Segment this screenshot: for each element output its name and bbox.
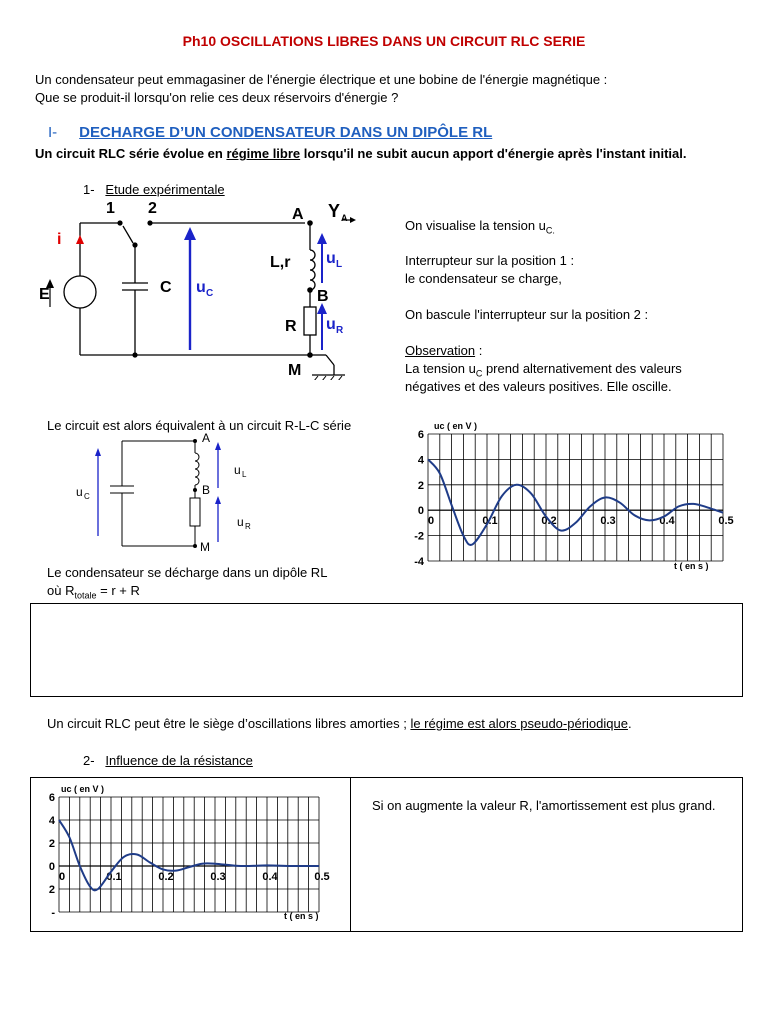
current-label: i (57, 231, 62, 248)
x-tick-label: 0.5 (314, 871, 330, 883)
capacitor-label: C (160, 279, 172, 296)
x-tick-label: 0.4 (262, 871, 278, 883)
y-tick-label: - (51, 907, 55, 919)
eq-uc-sub: C (84, 492, 90, 501)
observation-label: Observation (405, 343, 476, 358)
section-1-number: I- (48, 124, 58, 141)
definition-pre: Un circuit RLC série évolue en (35, 146, 227, 161)
x-tick-label: 0 (427, 515, 435, 528)
obs1-sub: C (475, 368, 483, 379)
observation-colon: : (475, 343, 483, 358)
discharge-line-1: Le condensateur se décharge dans un dipôle RL (47, 565, 328, 580)
node-a-label: A (292, 206, 304, 223)
observation-line-2: négatives et des valeurs positives. Elle oscille. (405, 379, 672, 394)
x-tick-label: 0.2 (158, 871, 174, 883)
x-tick-label: 0.2 (541, 515, 557, 528)
position2-text: On bascule l'interrupteur sur la position 2 : (405, 307, 649, 322)
y-tick-label: 2 (48, 884, 55, 896)
ul-arrow-icon (317, 233, 327, 244)
eq-node-m: M (200, 540, 210, 554)
y-tick-label: 4 (417, 454, 424, 467)
x-tick-label: 0.3 (210, 871, 226, 883)
section-1-title: DECHARGE D’UN CONDENSATEUR DANS UN DIPÔLE RL (79, 124, 493, 141)
x-tick-label: 0.1 (106, 871, 122, 883)
equivalent-circuit-diagram (60, 428, 290, 558)
experimental-circuit-diagram (30, 195, 360, 380)
x-tick-label: 0.3 (600, 515, 616, 528)
resistor-label: R (285, 318, 297, 335)
uc-oscillation-chart-1 (388, 418, 748, 588)
y-tick-label: 2 (48, 838, 55, 850)
subsection-1-label: Etude expérimentale (105, 182, 225, 197)
subsection-2-number: 2- (83, 753, 95, 768)
eq-ul-sub: L (242, 470, 247, 479)
conclusion-pre: Un circuit RLC peut être le siège d’oscillations libres amorties ; (47, 716, 411, 731)
position1-text: Interrupteur sur la position 1 : (405, 253, 575, 268)
resistance-observation: Si on augmente la valeur R, l'amortissement est plus grand. (372, 798, 716, 813)
ur-sub: R (336, 325, 344, 336)
equivalent-text: Le circuit est alors équivalent à un circuit R-L-C série (47, 418, 352, 433)
y-tick-label: 0 (417, 505, 424, 518)
uc-oscillation-chart-2 (31, 780, 349, 928)
ul-sub: L (336, 259, 343, 270)
uc-sub: C (206, 288, 214, 299)
definition-line (35, 145, 687, 162)
node-b-label: B (317, 288, 329, 305)
uc-curve (428, 459, 723, 545)
conclusion-highlight: le régime est alors pseudo-périodique (410, 716, 628, 731)
chart-title: uc ( en V ) (61, 784, 105, 794)
section-1-heading (48, 124, 492, 141)
discharge-eq: = r + R (96, 583, 140, 598)
eq-ur-sub: R (245, 522, 251, 531)
answer-box[interactable] (30, 603, 743, 697)
page-title: Ph10 OSCILLATIONS LIBRES DANS UN CIRCUIT RLC SERIE (182, 33, 586, 49)
x-tick-label: 0.5 (718, 515, 734, 528)
eq-ul-label: u (234, 463, 241, 477)
visualise-sub: C. (545, 225, 555, 236)
definition-highlight: régime libre (226, 146, 301, 161)
x-axis-label: t ( en s ) (284, 911, 319, 921)
charge-text: le condensateur se charge, (405, 271, 562, 286)
switch-pos-1-label: 1 (106, 200, 115, 217)
chart-title: uc ( en V ) (434, 421, 478, 431)
y-tick-label: -4 (414, 556, 424, 568)
y-tick-label: 4 (48, 815, 55, 827)
node-m-label: M (288, 362, 302, 379)
conclusion-text (47, 715, 632, 732)
y-tick-label: 6 (417, 429, 424, 441)
table-divider (350, 777, 351, 932)
discharge-r: où R (47, 583, 75, 598)
conclusion-post: . (627, 716, 632, 731)
eq-uc-label: u (76, 485, 83, 499)
ya-sub: A (341, 213, 348, 223)
ur-label: u (326, 316, 336, 333)
uc-curve (59, 820, 319, 890)
discharge-line-2 (47, 582, 140, 605)
eq-ur-label: u (237, 515, 244, 529)
subsection-2-label: Influence de la résistance (105, 753, 253, 768)
visualise-main: On visualise la tension u (405, 218, 546, 233)
subsection-1-number: 1- (83, 182, 95, 197)
generator-label: E (39, 286, 50, 303)
uc-label: u (196, 279, 206, 296)
discharge-sub: totale (74, 590, 97, 601)
y-tick-label: 0 (48, 861, 55, 873)
visualise-text (405, 217, 555, 240)
x-axis-label: t ( en s ) (674, 561, 709, 571)
ul-label: u (326, 250, 336, 267)
x-tick-label: 0.1 (482, 515, 498, 528)
current-arrow-icon (76, 235, 84, 244)
x-tick-label: 0 (58, 871, 66, 883)
uc-arrow-icon (184, 227, 196, 240)
ya-label: Y (328, 201, 341, 221)
subsection-2-heading (83, 752, 253, 769)
switch-pos-2-label: 2 (148, 200, 157, 217)
y-tick-label: 6 (48, 792, 55, 804)
y-tick-label: -2 (414, 530, 424, 543)
obs1-b: prend alternativement des valeurs (482, 361, 682, 376)
definition-post: lorsqu'il ne subit aucun apport d'énergie après l'instant initial. (300, 146, 687, 161)
intro-line-1: Un condensateur peut emmagasiner de l'énergie électrique et une bobine de l'énergie magnétique : (35, 72, 608, 87)
observation-heading (405, 342, 482, 359)
eq-node-a: A (202, 431, 211, 445)
coil-label: L,r (270, 254, 291, 271)
x-tick-label: 0.4 (659, 515, 675, 528)
eq-node-b: B (202, 483, 211, 497)
intro-line-2: Que se produit-il lorsqu'on relie ces deux réservoirs d'énergie ? (35, 90, 399, 105)
obs1-a: La tension u (405, 361, 476, 376)
y-tick-label: 2 (417, 479, 424, 492)
